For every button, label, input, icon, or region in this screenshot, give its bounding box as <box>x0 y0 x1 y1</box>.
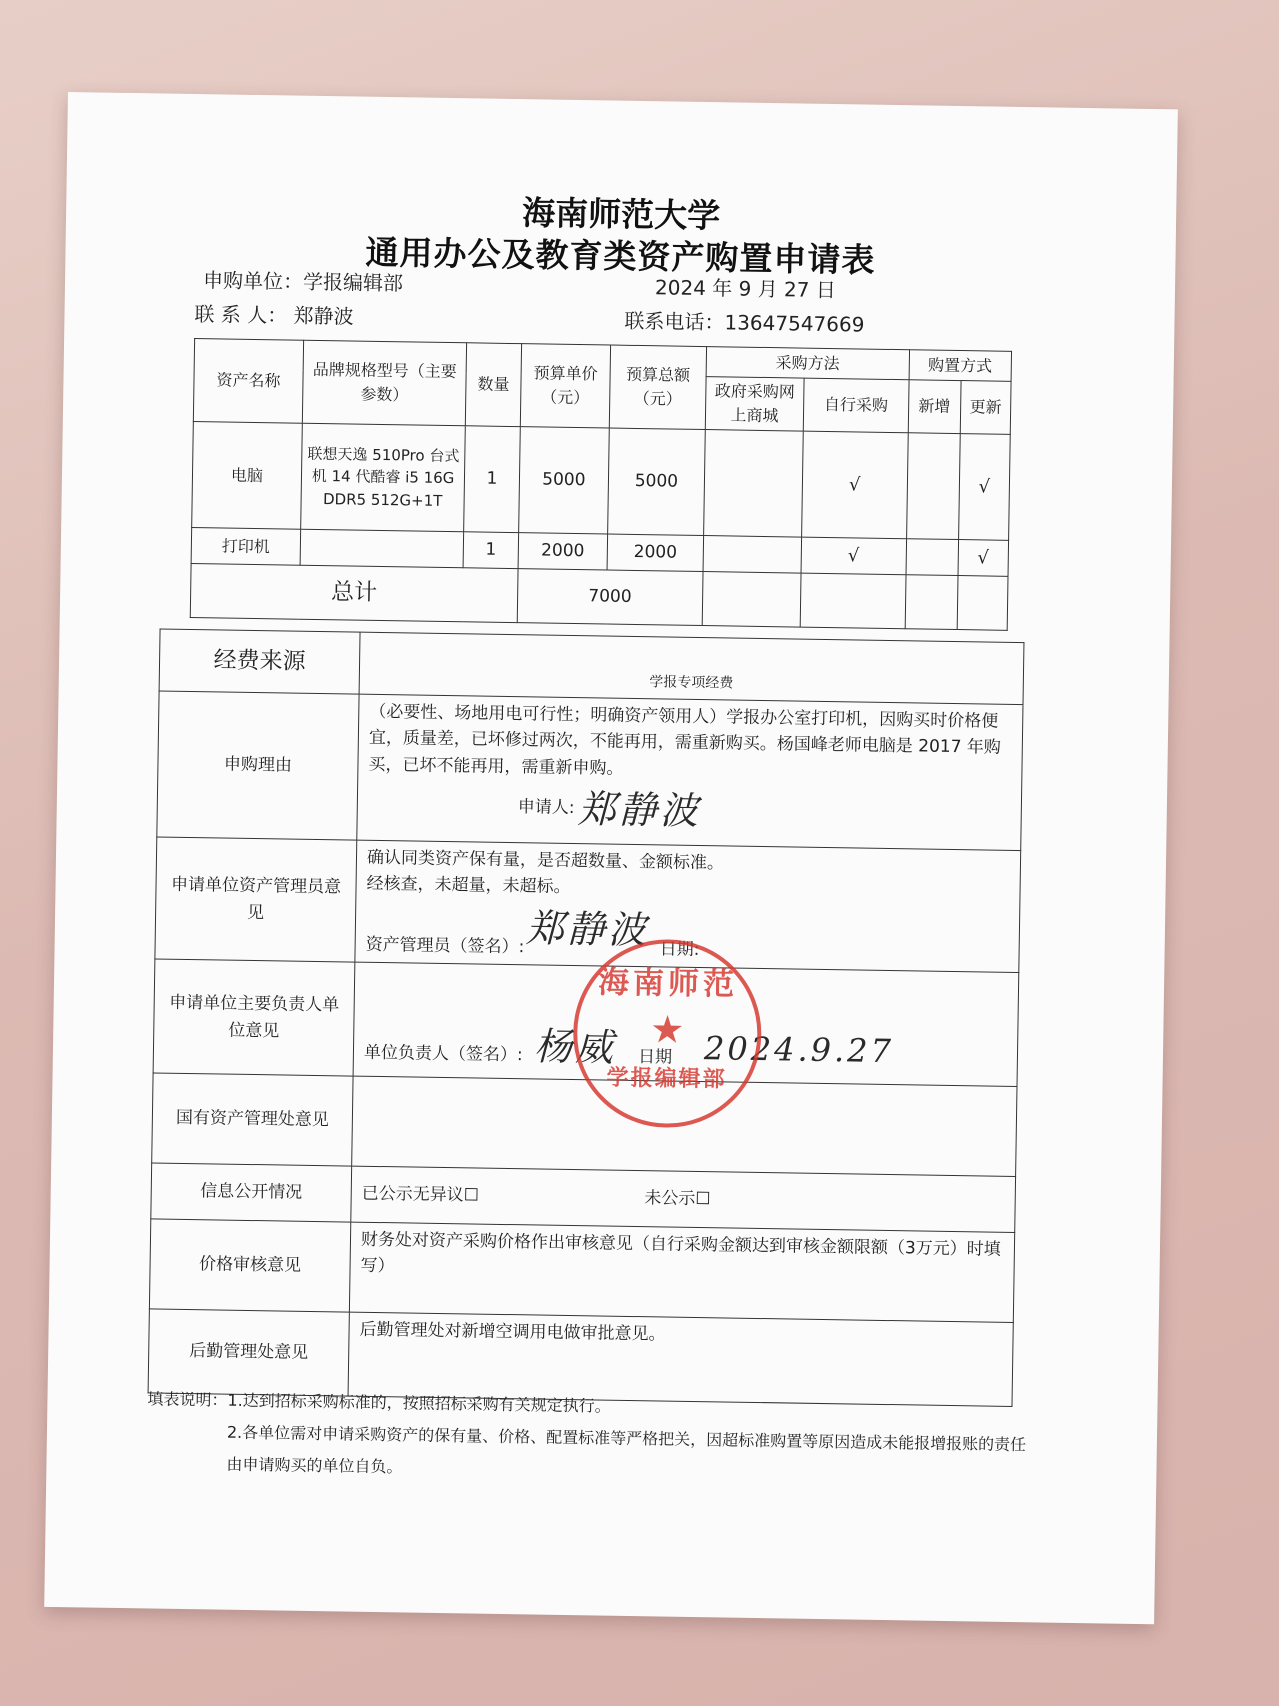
item-total: 5000 <box>608 428 705 535</box>
reason-label: 申购理由 <box>157 691 359 840</box>
contact-value: 郑静波 <box>293 303 354 329</box>
admin-signature: 郑静波 <box>525 906 650 953</box>
header-procure-method: 采购方法 <box>706 347 909 380</box>
form-date: 2024 年 9 月 27 日 <box>654 275 837 303</box>
applicant-signature: 郑静波 <box>577 787 702 834</box>
unit-value: 学报编辑部 <box>302 269 404 296</box>
item-gov-mall <box>703 536 802 574</box>
total-label: 总计 <box>190 563 518 622</box>
head-date-handwritten: 2024.9.27 <box>703 1029 895 1071</box>
form-notes <box>146 1383 1027 1493</box>
form-title: 通用办公及教育类资产购置申请表 <box>365 232 876 280</box>
header-new-add: 新增 <box>908 380 961 434</box>
admin-text2: 经核查，未超量，未超标。 <box>366 874 571 898</box>
table-row <box>192 422 1011 541</box>
info-label: 信息公开情况 <box>151 1163 352 1222</box>
phone-field <box>624 305 864 338</box>
header-quantity: 数量 <box>466 343 522 427</box>
price-label: 价格审核意见 <box>149 1219 350 1312</box>
header-brand-spec: 品牌规格型号（主要参数） <box>302 340 467 426</box>
stamp-bottom-text: 学报编辑部 <box>606 1065 727 1093</box>
item-spec <box>300 529 464 568</box>
item-qty: 1 <box>464 426 520 533</box>
admin-label: 申请单位资产管理员意见 <box>155 837 357 962</box>
item-new-add <box>906 433 960 540</box>
phone-label: 联系电话： <box>624 308 725 335</box>
asset-table <box>190 338 1012 631</box>
item-unit-price: 2000 <box>518 533 608 570</box>
item-total: 2000 <box>607 534 703 572</box>
header-replace: 更新 <box>960 381 1011 435</box>
info-cell <box>351 1166 1016 1232</box>
header-total-budget: 预算总额（元） <box>609 345 706 429</box>
funding-label: 经费来源 <box>159 629 360 694</box>
paper-sheet <box>44 92 1178 1624</box>
item-unit-price: 5000 <box>518 427 609 534</box>
header-self-purchase: 自行采购 <box>803 378 908 433</box>
header-purchase-mode: 购置方式 <box>909 350 1012 382</box>
header-gov-mall: 政府采购网上商城 <box>705 377 804 432</box>
total-value: 7000 <box>517 569 703 626</box>
admin-sign-label: 资产管理员（签名）: <box>365 934 525 957</box>
reason-text: （必要性、场地用电可行性；明确资产领用人）学报办公室打印机，因购买时价格便宜，质量差，已坏修过两次，不能再用，需重新购买。杨国峰老师电脑是 2017 年购买，已坏不能再用，需重新申购。 <box>368 701 1002 779</box>
unit-label: 申购单位： <box>202 268 304 294</box>
item-self-purchase: √ <box>801 537 906 575</box>
note-line-2: 2.各单位需对申请采购资产的保有量、价格、配置标准等严格把关，因超标准购置等原因造成未能报增报账的责任由申请购买的单位自负。 <box>226 1422 1027 1477</box>
unit-field <box>203 264 403 296</box>
empty-cell <box>800 573 905 629</box>
info-option-unpublished[interactable]: 未公示☐ <box>644 1188 711 1210</box>
logistics-text: 后勤管理处对新增空调用电做审批意见。 <box>348 1312 1013 1406</box>
item-self-purchase: √ <box>802 431 908 539</box>
total-row <box>190 563 1008 630</box>
item-name: 电脑 <box>192 422 303 530</box>
admin-text1: 确认同类资产保有量，是否超数量、金额标准。 <box>366 847 725 874</box>
item-new-add <box>906 539 959 576</box>
head-label: 申请单位主要负责人单位意见 <box>153 959 355 1076</box>
item-name: 打印机 <box>191 527 300 565</box>
item-spec: 联想天逸 510Pro 台式机 14 代酷睿 i5 16G DDR5 512G+1T <box>301 423 466 532</box>
item-qty: 1 <box>463 532 518 569</box>
item-gov-mall <box>704 430 804 538</box>
logistics-label: 后勤管理处意见 <box>148 1309 349 1396</box>
empty-cell <box>905 575 958 630</box>
empty-cell <box>957 576 1008 631</box>
empty-cell <box>702 572 801 628</box>
item-replace: √ <box>958 434 1010 541</box>
item-replace: √ <box>958 540 1009 577</box>
contact-label: 联 系 人： <box>194 302 288 328</box>
head-date-label: 日期 <box>637 1046 673 1068</box>
contact-field <box>194 298 354 329</box>
phone-value: 13647547669 <box>724 310 865 337</box>
state-label: 国有资产管理处意见 <box>152 1073 353 1166</box>
applicant-label: 申请人: <box>517 797 575 819</box>
stamp-top-text: 海南师范 <box>597 964 739 1003</box>
info-option-published[interactable]: 已公示无异议☐ <box>361 1184 480 1206</box>
funding-value: 学报专项经费 <box>359 632 1024 704</box>
star-icon: ★ <box>649 1007 685 1052</box>
admin-date-label: 日期: <box>659 939 700 960</box>
header-unit-budget: 预算单价（元） <box>520 344 611 428</box>
note-line-1: 填表说明：1.达到招标采购标准的，按照招标采购有关规定执行。 <box>147 1389 611 1416</box>
page-title: 海南师范大学 <box>521 193 721 236</box>
reason-cell <box>357 694 1023 850</box>
head-signature: 杨威 <box>533 1024 617 1070</box>
price-text: 财务处对资产采购价格作出审核意见（自行采购金额达到审核金额限额（3万元）时填写） <box>349 1222 1014 1322</box>
header-asset-name: 资产名称 <box>193 339 303 424</box>
head-sign-label: 单位负责人（签名）: <box>363 1042 523 1065</box>
